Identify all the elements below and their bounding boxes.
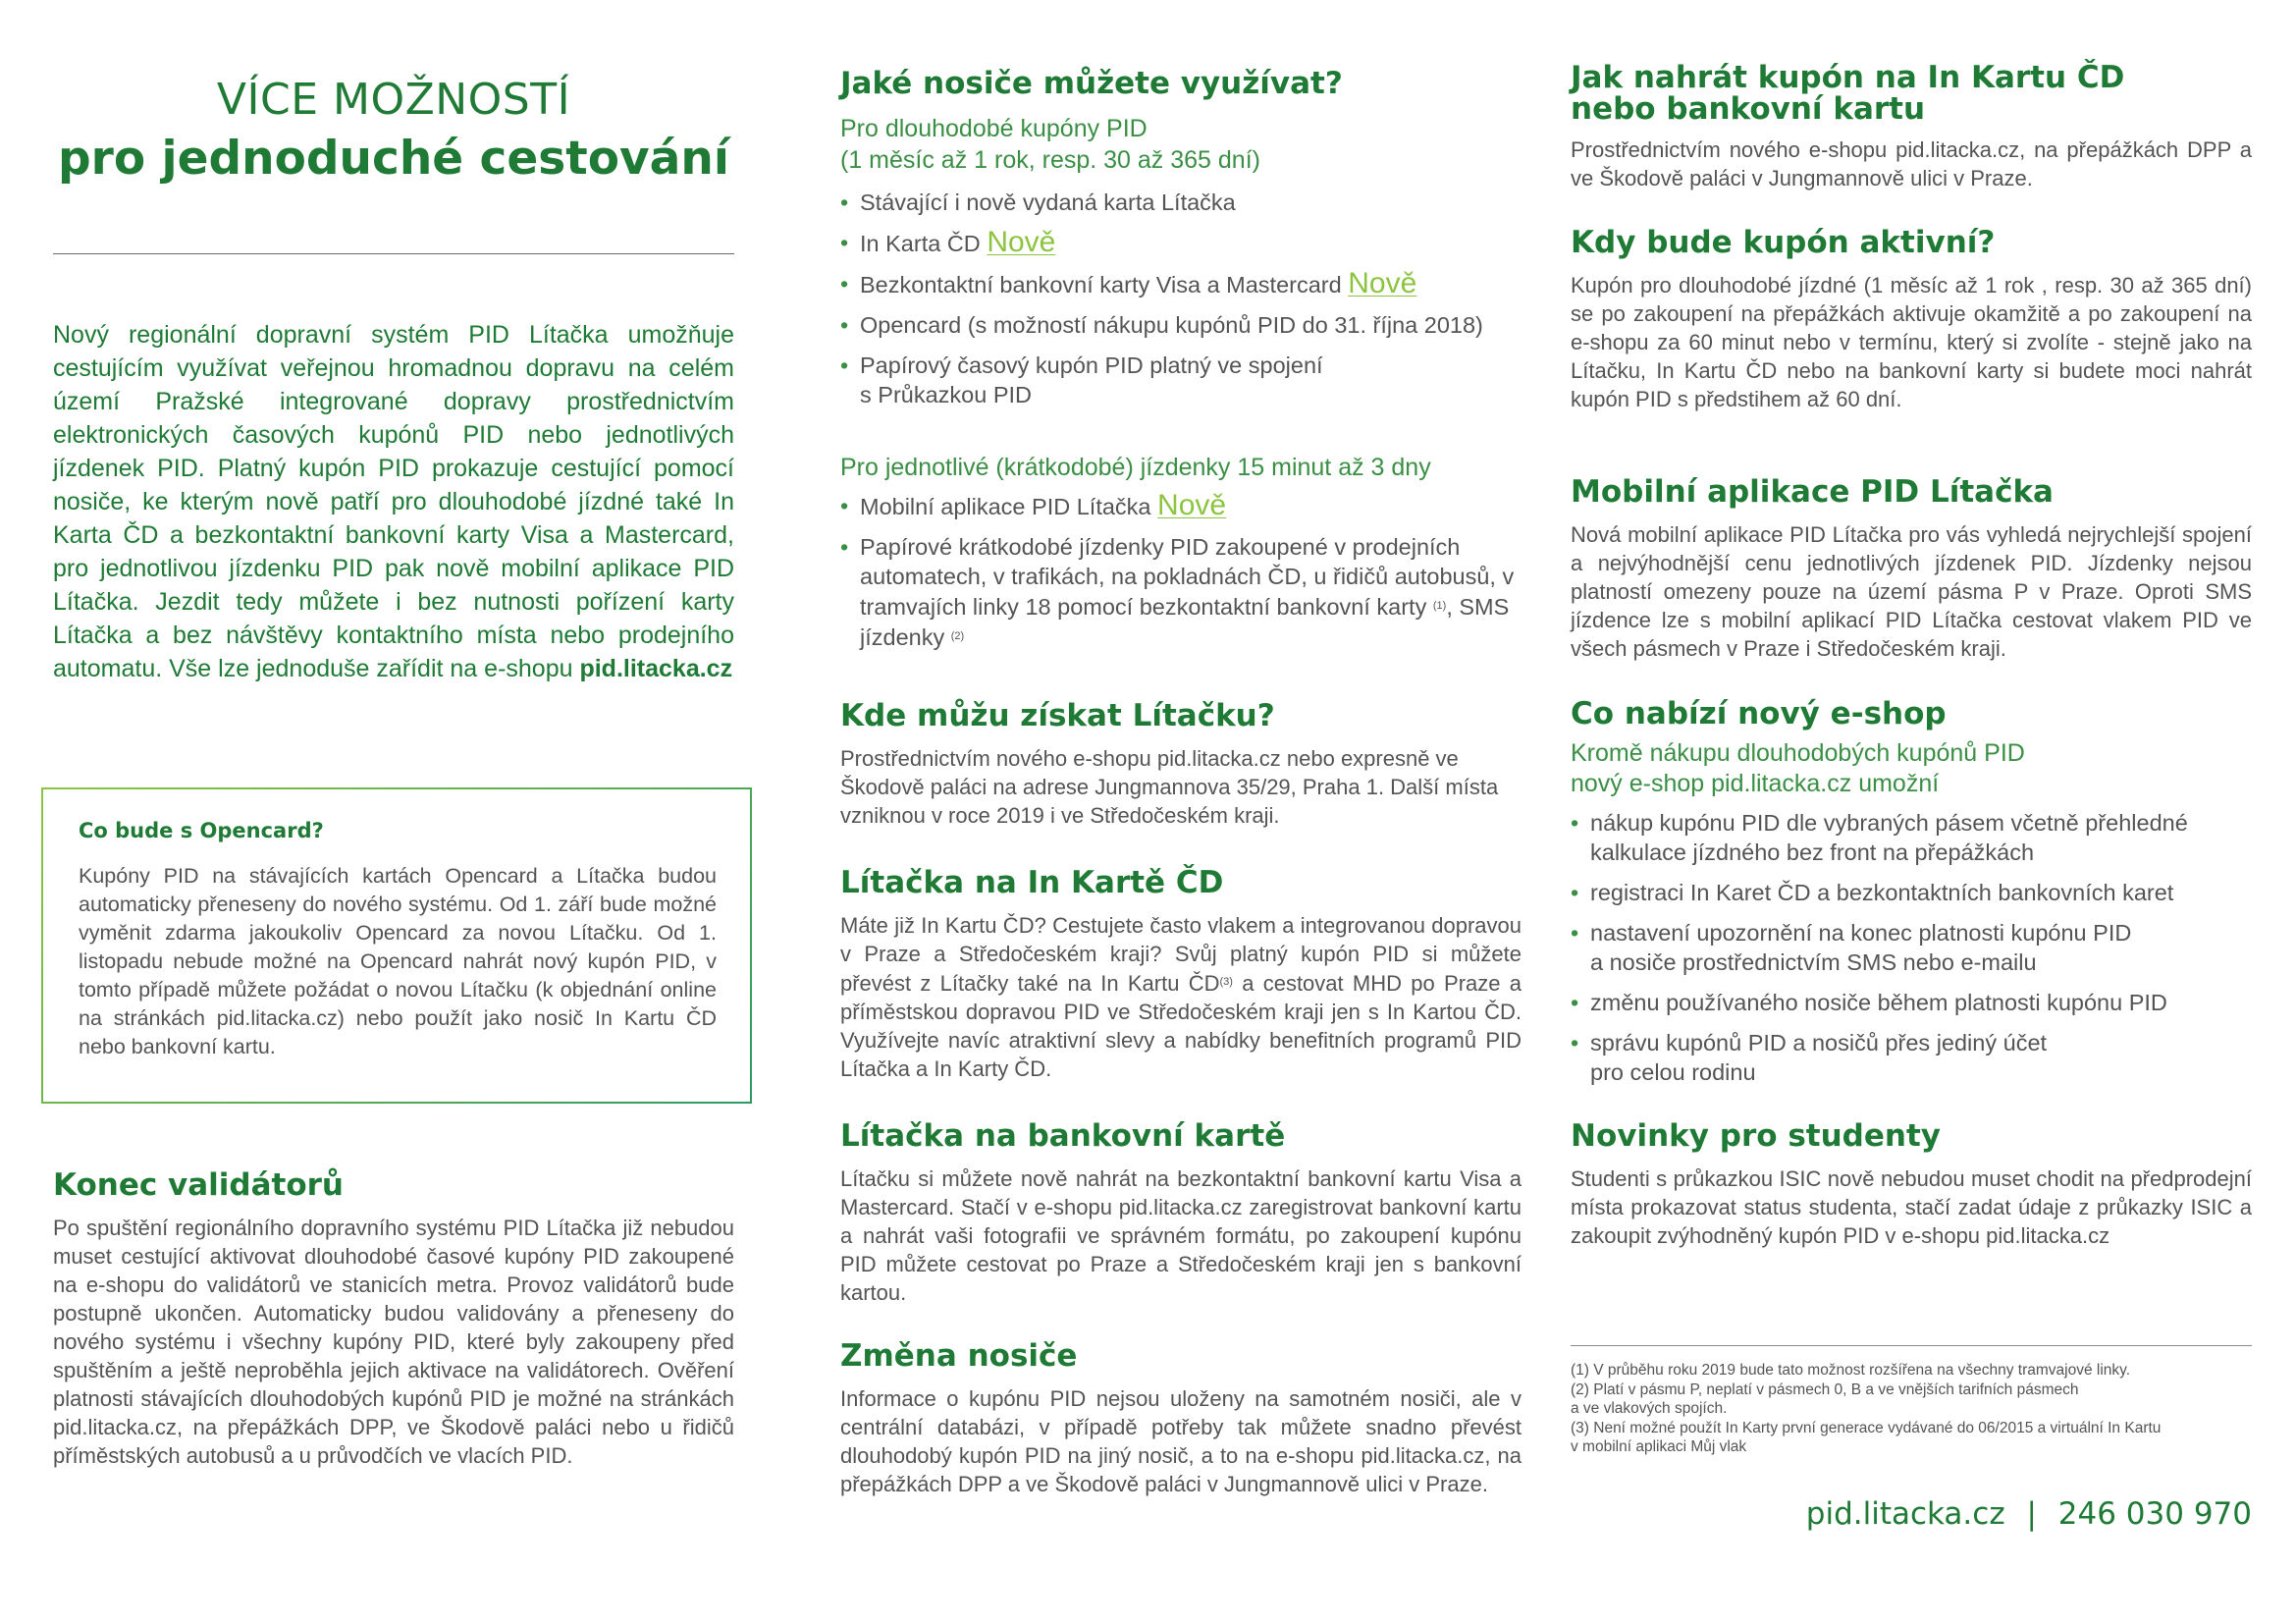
where-text: Prostřednictvím nového e-shopu pid.litacka.cz nebo expresně ve Škodově paláci na adrese Jungmannova 35/29, Praha 1. Další místa vzniknou v roce 2019 i ve Středočeském kraji.	[840, 746, 1499, 828]
footnote: (1) V průběhu roku 2019 bude tato možnost rozšířena na všechny tramvajové linky.	[1571, 1362, 2131, 1379]
list-item: • Papírové krátkodobé jízdenky PID zakoupené v prodejních automatech, v trafikách, na pokladnách ČD, u řidičů autobusů, v tramvajích linky 18 pomocí bezkontaktní bankovní karty $^{(1)}$, SMS jízdenky $^{(2)}$	[840, 532, 1527, 652]
upload-heading-1: Jak nahrát kupón na In Kartu ČD	[1571, 60, 2125, 95]
change-heading: Změna nosiče	[840, 1338, 1078, 1374]
intro-paragraph	[53, 318, 734, 685]
footnote: a ve vlakových spojích.	[1571, 1400, 1728, 1417]
eshop-sub-1: Kromě nákupu dlouhodobých kupónů PID	[1571, 739, 2025, 767]
opencard-text: Kupóny PID na stávajících kartách Opencard a Lítačka budou automaticky přeneseny do nového systému. Od 1. září bude možné vyměnit zdarma jakoukoliv Opencard za novou Lítačku. Od 1. listopadu nebude možné na Opencard nahrát nový kupón PID, v tomto případě můžete požádat o novou Lítačku (k objednání online na stránkách pid.litacka.cz) nebo použít jako nosič In Kartu ČD nebo bankovní kartu.	[79, 864, 717, 1058]
list-item: • In Karta ČD Nově	[840, 228, 1527, 258]
inkarta-heading: Lítačka na In Kartě ČD	[840, 865, 1224, 900]
list-item: • nastavení upozornění na konec platnosti kupónu PID a nosiče prostřednictvím SMS nebo e-mailu	[1571, 918, 2258, 977]
footnote: v mobilní aplikaci Můj vlak	[1571, 1438, 1747, 1455]
footnotes	[1571, 1361, 2252, 1457]
list-item: • Mobilní aplikace PID Lítačka Nově	[840, 491, 1527, 521]
contact-separator: |	[2026, 1496, 2037, 1532]
change-text: Informace o kupónu PID nejsou uloženy na samotném nosiči, ale v centrální databázi, v případě potřeby tak můžete snadno převést dlouhodobý kupón PID na jiný nosič, a to na e-shopu pid.litacka.cz, na přepážkách DPP a ve Škodově paláci v Jungmannově ulici v Praze.	[840, 1386, 1522, 1496]
intro-text: Nový regionální dopravní systém PID Lítačka umožňuje cestujícím využívat veřejnou hromadnou dopravu na celém území Pražské integrované dopravy prostřednictvím elektronických časových kupónů PID nebo jednotlivých jízdenek PID. Platný kupón PID prokazuje cestující pomocí nosiče, ke kterým nově patří pro dlouhodobé jízdné také In Karta ČD a bezkontaktní bankovní karty Visa a Mastercard, pro jednotlivou jízdenku PID pak nově mobilní aplikace PID Lítačka. Jezdit tedy můžete i bez nutnosti pořízení karty Lítačka a bez návštěvy kontaktního místa nebo prodejního automatu. Vše lze jednoduše zařídit na e-shopu	[53, 321, 734, 682]
title-line-2: pro jednoduché cestování	[58, 132, 729, 186]
carriers-short-sub: Pro jednotlivé (krátkodobé) jízdenky 15 minut až 3 dny	[840, 454, 1431, 481]
new-badge: Nově	[1157, 489, 1227, 521]
upload-text: Prostřednictvím nového e-shopu pid.litacka.cz, na přepážkách DPP a ve Škodově paláci v Jungmannově ulici v Praze.	[1571, 137, 2252, 190]
list-item: • nákup kupónu PID dle vybraných pásem včetně přehledné kalkulace jízdného bez front na přepážkách	[1571, 808, 2258, 867]
carriers-long-list	[840, 188, 1527, 420]
footnotes-divider	[1571, 1345, 2252, 1346]
list-item: • Papírový časový kupón PID platný ve spojení s Průkazkou PID	[840, 351, 1527, 409]
list-item: • změnu používaného nosiče během platnosti kupónu PID	[1571, 988, 2258, 1017]
list-item: • správu kupónů PID a nosičů přes jediný účet pro celou rodinu	[1571, 1028, 2258, 1087]
contact-phone[interactable]: 246 030 970	[2057, 1496, 2252, 1532]
bankcard-text: Lítačku si můžete nově nahrát na bezkontaktní bankovní kartu Visa a Mastercard. Stačí v e-shopu pid.litacka.cz zaregistrovat bankovní kartu a nahrát vaši fotografii ve správném formátu, po zakoupení kupónu PID můžete cestovat po Praze a Středočeském kraji jen s bankovní kartou.	[840, 1166, 1522, 1305]
validators-text: Po spuštění regionálního dopravního systému PID Lítačka již nebudou muset cestující aktivovat dlouhodobé časové kupóny PID zakoupené na e-shopu do validátorů ve stanicích metra. Provoz validátorů bude postupně ukončen. Automaticky budou validovány a přeneseny do nového systému i všechny kupóny PID, které byly zakoupeny před spuštěním a ještě neproběhla jejich aktivace na validátorech. Ověření platnosti stávajících dlouhodobých kupónů PID je možné na stránkách pid.litacka.cz, na přepážkách DPP, ve Škodově paláci nebo u řidičů příměstských autobusů a u průvodčích ve vlacích PID.	[53, 1216, 734, 1468]
active-text: Kupón pro dlouhodobé jízdné (1 měsíc až 1 rok , resp. 30 až 365 dní) se po zakoupení na přepážkách aktivuje okamžitě a po zakoupení na e-shopu za 60 minut nebo v termínu, který si zvolíte - stejně jako na Lítačku, In Kartu ČD nebo na bankovní karty si budete moci nahrát kupón PID s předstihem až 60 dní.	[1571, 273, 2252, 411]
eshop-list	[1571, 808, 2258, 1098]
validators-heading: Konec validátorů	[53, 1167, 344, 1203]
list-item: • Opencard (s možností nákupu kupónů PID do 31. října 2018)	[840, 310, 1527, 340]
app-text: Nová mobilní aplikace PID Lítačka pro vás vyhledá nejrychlejší spojení a nejvýhodnější cenu jednotlivých jízdenek PID. Jízdenky nejsou platností omezeny pouze na území pásma P v Praze. Oproti SMS jízdence lze s mobilní aplikací PID Lítačka cestovat vlakem PID ve všech pásmech v Praze i Středočeském kraji.	[1571, 522, 2252, 661]
bankcard-heading: Lítačka na bankovní kartě	[840, 1118, 1286, 1154]
eshop-heading: Co nabízí nový e-shop	[1571, 696, 1947, 731]
carriers-long-sub-2: (1 měsíc až 1 rok, resp. 30 až 365 dní)	[840, 146, 1260, 174]
new-badge: Nově	[1348, 267, 1417, 299]
carriers-short-list	[840, 491, 1527, 663]
carriers-heading: Jaké nosiče můžete využívat?	[840, 66, 1343, 101]
upload-heading-2: nebo bankovní kartu	[1571, 91, 1926, 127]
students-text: Studenti s průkazkou ISIC nově nebudou muset chodit na předprodejní místa prokazovat status studenta, stačí zadat údaje z průkazky ISIC a zakoupit zvýhodněný kupón PID v e-shopu pid.litacka.cz	[1571, 1166, 2252, 1248]
new-badge: Nově	[987, 226, 1056, 258]
carriers-long-sub-1: Pro dlouhodobé kupóny PID	[840, 115, 1148, 142]
opencard-heading: Co bude s Opencard?	[79, 819, 324, 842]
app-heading: Mobilní aplikace PID Lítačka	[1571, 474, 2054, 510]
where-heading: Kde můžu získat Lítačku?	[840, 698, 1275, 733]
eshop-sub-2: nový e-shop pid.litacka.cz umožní	[1571, 770, 1940, 797]
opencard-box	[41, 787, 752, 1104]
list-item: • registraci In Karet ČD a bezkontaktních bankovních karet	[1571, 878, 2258, 907]
contact-web[interactable]: pid.litacka.cz	[1805, 1496, 2005, 1532]
intro-link[interactable]: pid.litacka.cz	[579, 655, 733, 682]
active-heading: Kdy bude kupón aktivní?	[1571, 225, 1996, 260]
list-item: • Bezkontaktní bankovní karty Visa a Mastercard Nově	[840, 269, 1527, 299]
inkarta-text: Máte již In Kartu ČD? Cestujete často vlakem a integrovanou dopravou v Praze a Středočeském kraji? Svůj platný kupón PID si můžete převést z Lítačky také na In Kartu ČD$^{(3)}$ a cestovat MHD po Praze a příměstskou dopravou PID ve Středočeském kraji jen s In Kartou ČD. Využívejte navíc atraktivní slevy a nabídky benefitních programů PID Lítačka a In Karty ČD.	[840, 913, 1522, 1081]
title-divider	[53, 253, 734, 254]
footnote: (3) Není možné použít In Karty první generace vydávané do 06/2015 a virtuální In Kartu	[1571, 1419, 2162, 1436]
contact-line	[1571, 1496, 2252, 1532]
footnote: (2) Platí v pásmu P, neplatí v pásmech 0, B a ve vnějších tarifních pásmech	[1571, 1380, 2079, 1398]
students-heading: Novinky pro studenty	[1571, 1118, 1941, 1154]
list-item: • Stávající i nově vydaná karta Lítačka	[840, 188, 1527, 217]
title-line-1: VÍCE MOŽNOSTÍ	[216, 75, 571, 125]
